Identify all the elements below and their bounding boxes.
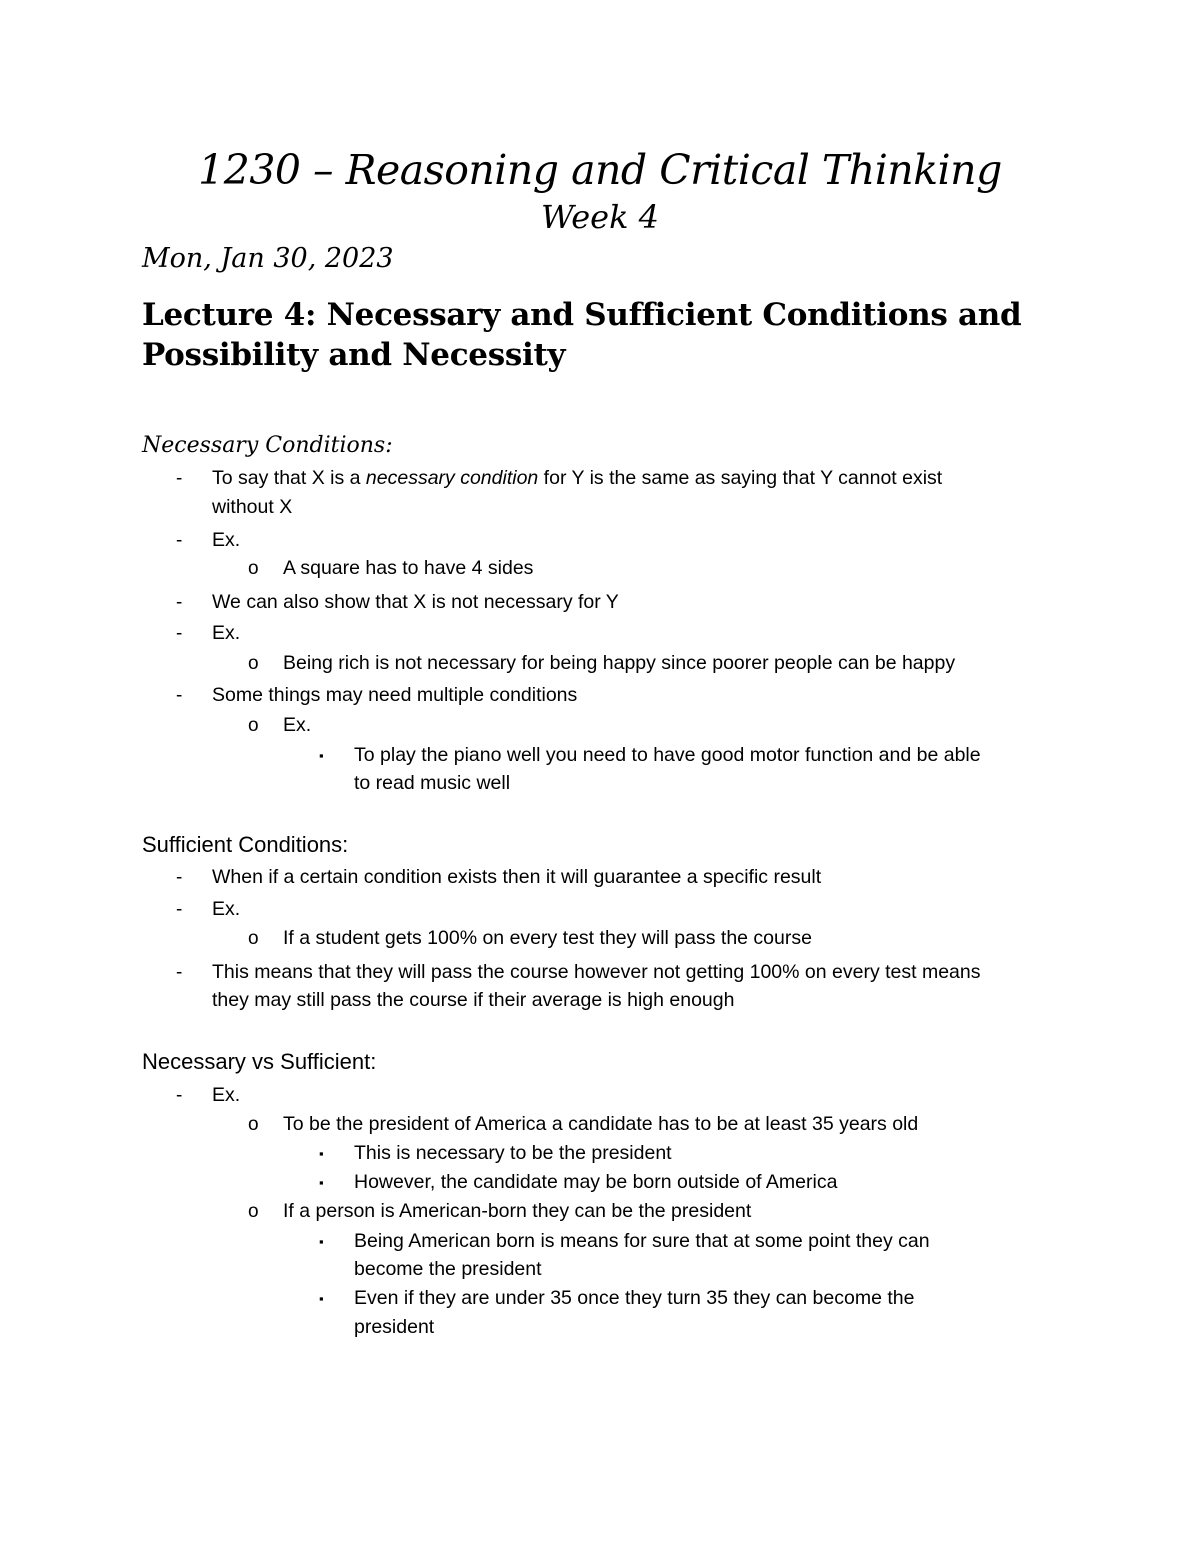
- dash-bullet: -: [176, 468, 183, 489]
- list-item-continuation: they may still pass the course if their average is high enough: [212, 989, 735, 1011]
- list-item: If a person is American-born they can be the president: [283, 1200, 752, 1222]
- dash-bullet: -: [176, 867, 183, 888]
- list-item: This means that they will pass the course however not getting 100% on every test means: [212, 961, 981, 983]
- versus-heading: Necessary vs Sufficient:: [142, 1049, 377, 1074]
- list-item-continuation: become the president: [354, 1258, 542, 1280]
- week-label: Week 4: [540, 198, 660, 236]
- list-item: A square has to have 4 sides: [283, 557, 534, 579]
- dash-bullet: -: [176, 1085, 183, 1106]
- item-text: To say that X is a: [212, 467, 366, 489]
- item-text: for Y is the same as saying that Y cannot exist: [538, 467, 943, 489]
- list-item: Ex.: [283, 714, 312, 736]
- list-item: Ex.: [212, 529, 241, 551]
- dash-bullet: -: [176, 530, 183, 551]
- list-item: Even if they are under 35 once they turn 35 they can become the: [354, 1287, 915, 1309]
- course-title: 1230 – Reasoning and Critical Thinking: [198, 146, 1002, 194]
- square-bullet: ▪: [319, 748, 324, 763]
- list-item-continuation: to read music well: [354, 772, 511, 794]
- circle-bullet: o: [248, 558, 259, 579]
- list-item: This is necessary to be the president: [354, 1142, 672, 1164]
- circle-bullet: o: [248, 715, 259, 736]
- dash-bullet: -: [176, 685, 183, 706]
- list-item: [212, 464, 942, 493]
- item-text-italic: necessary condition: [365, 467, 539, 489]
- dash-bullet: -: [176, 592, 183, 613]
- square-bullet: ▪: [319, 1234, 324, 1249]
- circle-bullet: o: [248, 928, 259, 949]
- list-item: To play the piano well you need to have good motor function and be able: [354, 744, 981, 766]
- lecture-date: Mon, Jan 30, 2023: [142, 243, 394, 274]
- lecture-title: Lecture 4: Necessary and Sufficient Conditions and Possibility and Necessity: [142, 297, 1022, 373]
- dash-bullet: -: [176, 962, 183, 983]
- list-item-continuation: president: [354, 1316, 435, 1338]
- list-item: If a student gets 100% on every test they will pass the course: [283, 927, 812, 949]
- list-item: Being rich is not necessary for being happy since poorer people can be happy: [283, 652, 956, 674]
- circle-bullet: o: [248, 653, 259, 674]
- square-bullet: ▪: [319, 1291, 324, 1306]
- list-item-continuation: without X: [212, 496, 293, 518]
- square-bullet: ▪: [319, 1146, 324, 1161]
- circle-bullet: o: [248, 1114, 259, 1135]
- list-item: Ex.: [212, 898, 241, 920]
- list-item: However, the candidate may be born outside of America: [354, 1171, 838, 1193]
- necessary-heading: Necessary Conditions:: [142, 433, 393, 458]
- dash-bullet: -: [176, 623, 183, 644]
- circle-bullet: o: [248, 1201, 259, 1222]
- list-item: We can also show that X is not necessary for Y: [212, 591, 619, 613]
- list-item: To be the president of America a candidate has to be at least 35 years old: [283, 1113, 919, 1135]
- list-item: Some things may need multiple conditions: [212, 684, 578, 706]
- list-item: Ex.: [212, 1084, 241, 1106]
- sufficient-heading: Sufficient Conditions:: [142, 832, 349, 857]
- square-bullet: ▪: [319, 1175, 324, 1190]
- list-item: When if a certain condition exists then it will guarantee a specific result: [212, 866, 822, 888]
- list-item: Being American born is means for sure that at some point they can: [354, 1230, 930, 1252]
- dash-bullet: -: [176, 899, 183, 920]
- list-item: Ex.: [212, 622, 241, 644]
